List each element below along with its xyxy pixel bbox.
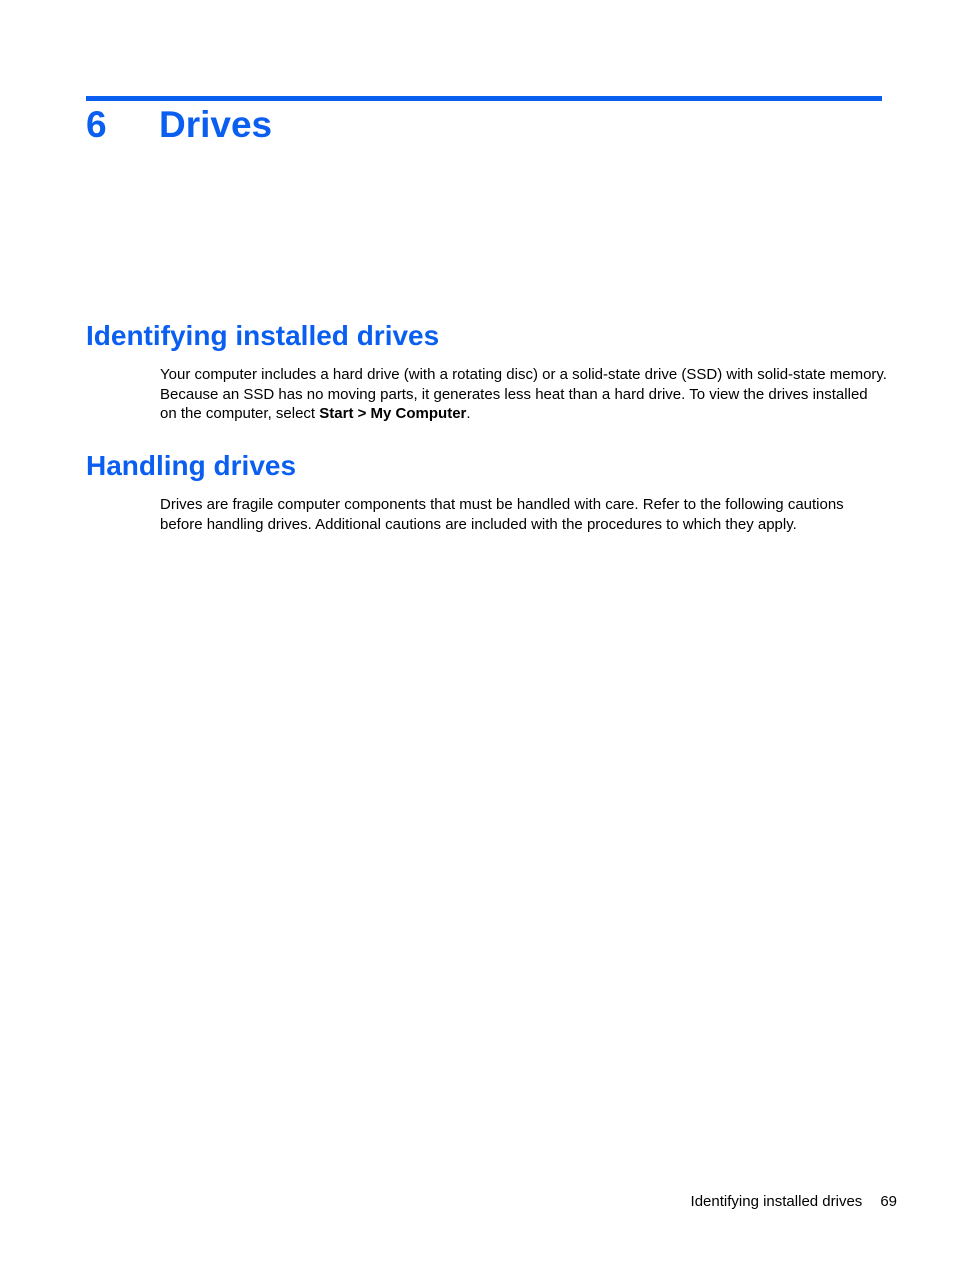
section-heading-identifying-installed-drives: Identifying installed drives	[86, 320, 440, 351]
footer-page-number: 69	[880, 1193, 897, 1210]
menu-path-bold: Start > My Computer	[319, 405, 467, 422]
section-heading-handling-drives: Handling drives	[86, 450, 297, 481]
chapter-number: 6	[86, 104, 107, 145]
chapter-title-text: Drives	[159, 104, 273, 145]
paragraph-text-end: .	[466, 405, 471, 422]
page-footer	[691, 1192, 897, 1212]
chapter-title	[86, 101, 272, 149]
section-paragraph-handling-drives: Drives are fragile computer components that must be handled with care. Refer to the following cautions before handling drives. Additional cautions are included with the procedures to which they apply.	[160, 496, 844, 533]
paragraph-text: Your computer includes a hard drive (with a rotating disc) or a solid-state drive (SSD) with solid-state memory. Because an SSD has no moving parts, it generates less heat than a hard drive. To view the drives installed on the computer, select	[160, 366, 887, 422]
section-paragraph-identifying-installed-drives	[160, 365, 888, 424]
footer-section-title: Identifying installed drives	[690, 1193, 863, 1210]
